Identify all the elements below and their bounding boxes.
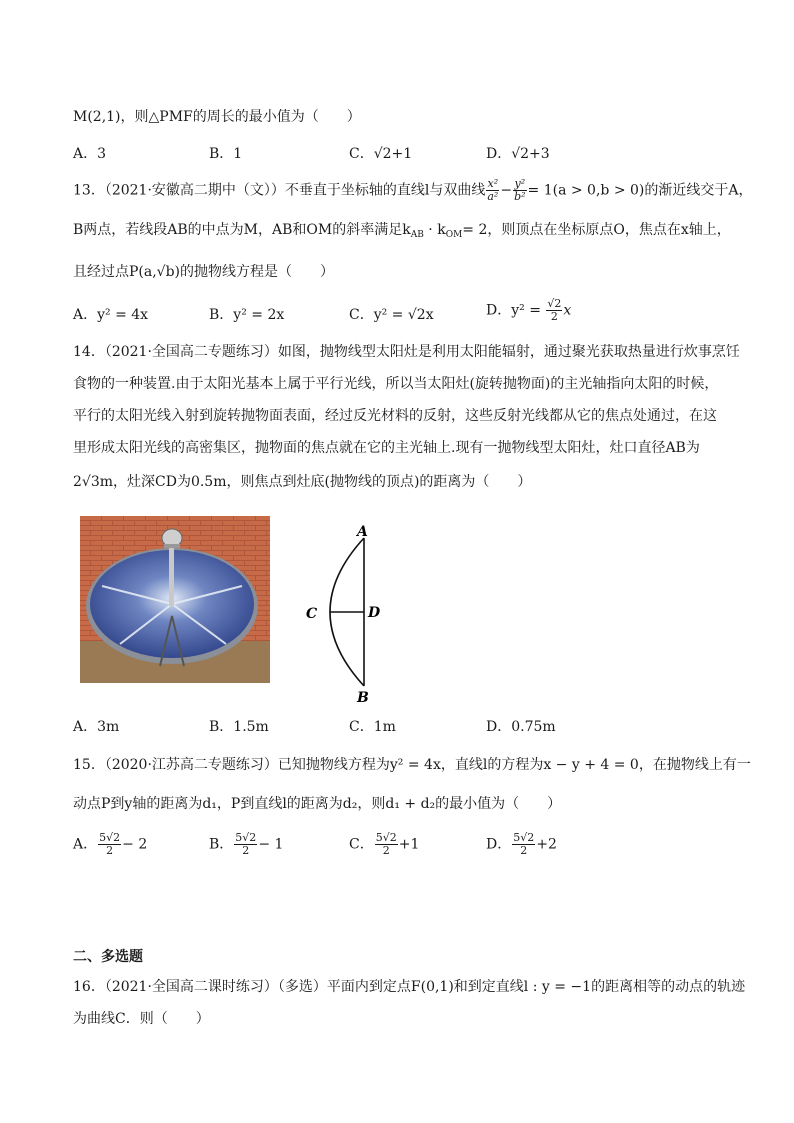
q15-line-2: 动点P到y轴的距离为d₁，P到直线l的距离为d₂，则d₁ + d₂的最小值为（ ） (73, 796, 562, 812)
q15-line-1: 15．（2020·江苏高二专题练习）已知抛物线方程为y² = 4x，直线l的方程为x − y + 4 = 0，在抛物线上有一 (73, 757, 751, 773)
q13-line-1: 13．（2021·安徽高二期中（文））不垂直于坐标轴的直线l与双曲线 $\frac{\text{x²}}{\text{a²}}$ − $\frac{\text{y²}}{\text{b²}}$ = 1(a > 0,b > 0)的渐近线交于A， (73, 177, 753, 203)
q14-line-3: 平行的太阳光线入射到旋转抛物面表面，经过反光材料的反射，这些反射光线都从它的焦点处通过，在这 (73, 408, 717, 424)
q13-options (73, 297, 723, 326)
q12-option-c[interactable]: C．√2+1 (349, 146, 413, 162)
parabola-svg (298, 520, 398, 705)
q13-option-d[interactable]: D．y² = $\frac{√2}{2}$ x (486, 297, 572, 323)
q13-text-a: 13．（2021·安徽高二期中（文））不垂直于坐标轴的直线l与双曲线 (73, 182, 486, 199)
section-title-multi-choice: 二、多选题 (73, 949, 143, 965)
q12-option-d[interactable]: D．√2+3 (486, 146, 550, 162)
frac-x2-a2: $\frac{\text{x²}}{\text{a²}}$ (487, 177, 499, 203)
frac-y2-b2: $\frac{\text{y²}}{\text{b²}}$ (514, 177, 526, 203)
q12-tail: M(2,1)，则△PMF的周长的最小值为（ ） (73, 109, 361, 125)
q12-options (73, 143, 723, 165)
q14-option-d[interactable]: D．0.75m (486, 719, 556, 735)
q13-line-2: B两点，若线段AB的中点为M，AB和OM的斜率满足$k_{AB} \cdot k_{OM}= 2$，则顶点在坐标原点O，焦点在x轴上， (73, 222, 731, 240)
q13-option-b[interactable]: B．y² = 2x (209, 307, 285, 323)
q13-line-3: 且经过点P(a,√b)的抛物线方程是（ ） (73, 264, 335, 280)
q13-text-b: = 1(a > 0,b > 0)的渐近线交于A， (527, 182, 753, 199)
parabola-diagram (298, 520, 398, 705)
q12-option-b[interactable]: B．1 (209, 146, 243, 162)
label-a: A (357, 524, 368, 540)
q15-option-b[interactable]: B． $\frac{5√2}{2}$ − 1 (209, 831, 284, 857)
q16-line-1: 16．（2021·全国高二课时练习）（多选）平面内到定点F(0,1)和到定直线l : y = −1的距离相等的动点的轨迹 (73, 979, 746, 995)
solar-cooker-photo (80, 516, 270, 683)
q14-option-c[interactable]: C．1m (349, 719, 396, 735)
q14-line-2: 食物的一种装置.由于太阳光基本上属于平行光线，所以当太阳灶(旋转抛物面)的主光轴指向太阳的时候， (73, 376, 719, 392)
q13-option-a[interactable]: A．y² = 4x (73, 307, 149, 323)
q16-line-2: 为曲线C．则（ ） (73, 1011, 210, 1027)
q15-option-c[interactable]: C． $\frac{5√2}{2}$ +1 (349, 831, 420, 857)
q14-line-1: 14．（2021·全国高二专题练习）如图，抛物线型太阳灶是利用太阳能辐射，通过聚光获取热量进行炊事烹饪 (73, 344, 740, 360)
q14-line-5: 2√3m，灶深CD为0.5m，则焦点到灶底(抛物线的顶点)的距离为（ ） (73, 474, 532, 490)
q15-option-d[interactable]: D． $\frac{5√2}{2}$ +2 (486, 831, 557, 857)
q13-option-c[interactable]: C．y² = √2x (349, 307, 434, 323)
solar-cooker-illustration (80, 516, 270, 683)
label-d: D (368, 605, 381, 621)
q14-option-b[interactable]: B．1.5m (209, 719, 269, 735)
q12-option-a[interactable]: A．3 (73, 146, 107, 162)
q15-option-a[interactable]: A． $\frac{5√2}{2}$ − 2 (73, 831, 148, 857)
label-b: B (357, 690, 369, 705)
label-c: C (306, 606, 318, 622)
q15-options (73, 832, 723, 862)
q14-option-a[interactable]: A．3m (73, 719, 120, 735)
frac-root2-2: $\frac{√2}{2}$ (547, 297, 562, 323)
q14-line-4: 里形成太阳光线的高密集区，抛物面的焦点就在它的主光轴上.现有一抛物线型太阳灶，灶口直径AB为 (73, 440, 700, 456)
q14-options (73, 716, 723, 738)
